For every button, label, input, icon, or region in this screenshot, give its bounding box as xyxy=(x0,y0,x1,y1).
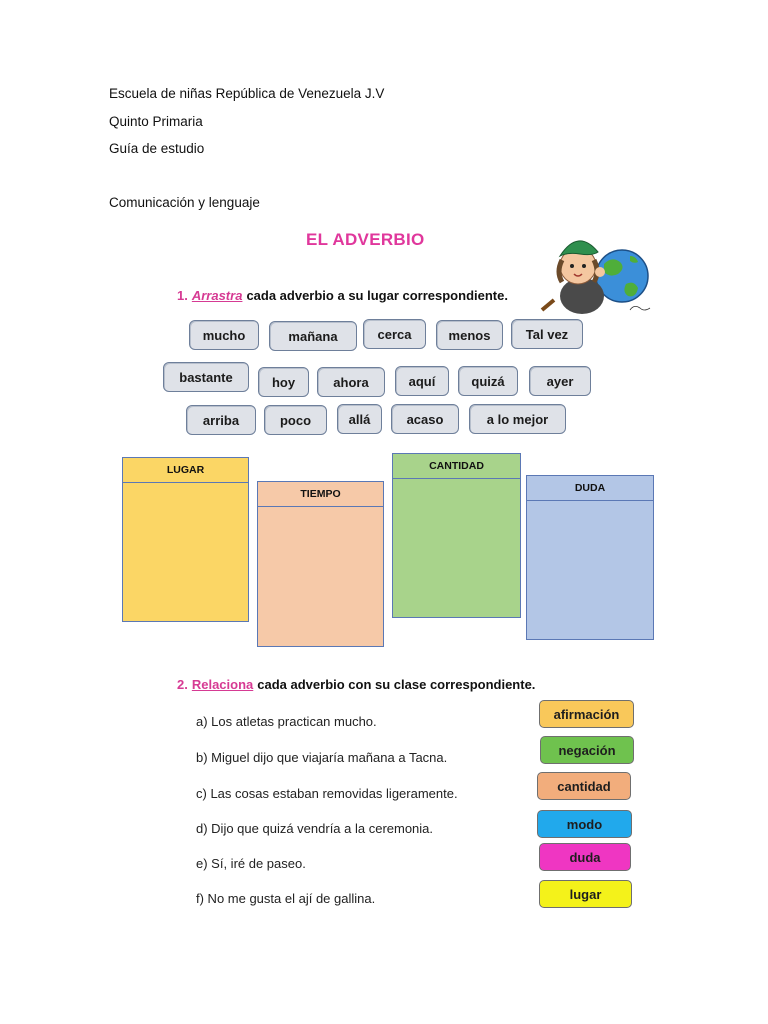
class-chip-lugar[interactable]: lugar xyxy=(539,880,632,908)
exercise2-verb: Relaciona xyxy=(191,677,254,692)
grade-label: Quinto Primaria xyxy=(109,114,203,129)
word-chip-quiza[interactable]: quizá xyxy=(458,366,518,396)
drop-zone-tiempo-label: TIEMPO xyxy=(258,482,383,507)
word-chip-manana[interactable]: mañana xyxy=(269,321,357,351)
exercise1-number: 1. xyxy=(177,288,188,303)
word-chip-menos[interactable]: menos xyxy=(436,320,503,350)
word-chip-a-lo-mejor[interactable]: a lo mejor xyxy=(469,404,566,434)
exercise2-instruction xyxy=(177,677,535,692)
word-chip-acaso[interactable]: acaso xyxy=(391,404,459,434)
drop-zone-tiempo[interactable] xyxy=(257,481,384,647)
guide-label: Guía de estudio xyxy=(109,141,205,156)
exercise1-text: cada adverbio a su lugar correspondiente. xyxy=(246,288,508,303)
drop-zone-cantidad[interactable] xyxy=(392,453,521,618)
sentence-d: d) Dijo que quizá vendría a la ceremonia. xyxy=(196,821,434,836)
drop-zone-duda-label: DUDA xyxy=(527,476,653,501)
word-chip-poco[interactable]: poco xyxy=(264,405,327,435)
drop-zone-cantidad-label: CANTIDAD xyxy=(393,454,520,479)
word-chip-alla[interactable]: allá xyxy=(337,404,382,434)
drop-zone-lugar[interactable] xyxy=(122,457,249,622)
drop-zone-lugar-label: LUGAR xyxy=(123,458,248,483)
sentence-a: a) Los atletas practican mucho. xyxy=(196,714,377,729)
word-chip-bastante[interactable]: bastante xyxy=(163,362,249,392)
sentence-f: f) No me gusta el ají de gallina. xyxy=(196,891,376,906)
word-chip-hoy[interactable]: hoy xyxy=(258,367,309,397)
exercise2-text: cada adverbio con su clase correspondiente. xyxy=(257,677,536,692)
class-chip-afirmacion[interactable]: afirmación xyxy=(539,700,634,728)
class-chip-negacion[interactable]: negación xyxy=(540,736,634,764)
subject-label: Comunicación y lenguaje xyxy=(109,195,260,210)
class-chip-duda[interactable]: duda xyxy=(539,843,631,871)
word-chip-tal-vez[interactable]: Tal vez xyxy=(511,319,583,349)
page-title: EL ADVERBIO xyxy=(306,230,425,249)
word-chip-arriba[interactable]: arriba xyxy=(186,405,256,435)
sentence-c: c) Las cosas estaban removidas ligeramente. xyxy=(196,786,458,801)
class-chip-modo[interactable]: modo xyxy=(537,810,632,838)
drop-zone-duda[interactable] xyxy=(526,475,654,640)
exercise1-instruction xyxy=(177,288,508,303)
word-chip-cerca[interactable]: cerca xyxy=(363,319,426,349)
word-chip-mucho[interactable]: mucho xyxy=(189,320,259,350)
word-chip-ayer[interactable]: ayer xyxy=(529,366,591,396)
class-chip-cantidad[interactable]: cantidad xyxy=(537,772,631,800)
exercise2-number: 2. xyxy=(177,677,188,692)
word-chip-aqui[interactable]: aquí xyxy=(395,366,449,396)
mascot-globe-illustration xyxy=(534,226,656,318)
sentence-b: b) Miguel dijo que viajaría mañana a Tacna. xyxy=(196,750,448,765)
school-name: Escuela de niñas República de Venezuela J.V xyxy=(109,86,385,101)
sentence-e: e) Sí, iré de paseo. xyxy=(196,856,306,871)
word-chip-ahora[interactable]: ahora xyxy=(317,367,385,397)
exercise1-verb: Arrastra xyxy=(191,288,243,303)
